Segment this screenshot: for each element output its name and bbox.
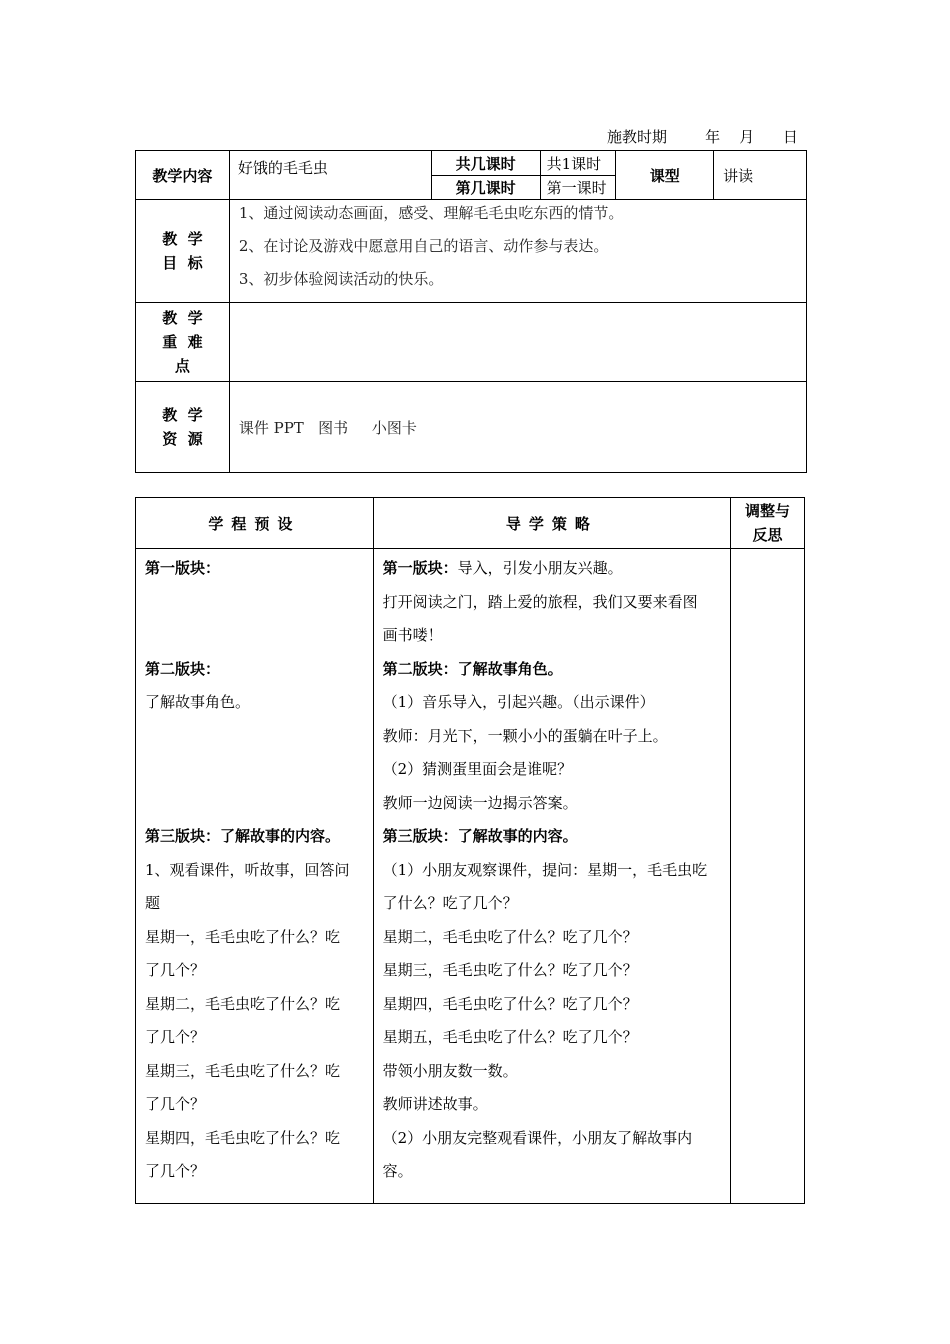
mid-block1: 第一版块：导入，引发小朋友兴趣。 (382, 559, 623, 577)
mid-block3-line: 星期五，毛毛虫吃了什么？吃了几个？ (382, 1028, 638, 1046)
plan-header-strategy: 导学策略 (373, 498, 730, 549)
current-period-value: 第一课时 (540, 176, 616, 200)
current-period-label: 第几课时 (431, 176, 540, 200)
teaching-plan-table (135, 497, 805, 1204)
lesson-type-label: 课型 (616, 151, 714, 200)
left-line: 题 (145, 894, 161, 912)
mid-block2-title: 第二版块：了解故事角色。 (382, 659, 563, 678)
left-line: 星期二，毛毛虫吃了什么？吃 (145, 994, 341, 1013)
mid-block3-line: 星期四，毛毛虫吃了什么？吃了几个？ (382, 994, 638, 1013)
mid-intro-line: 画书喽！ (382, 626, 443, 644)
mid-block3-line: 了什么？吃了几个？ (382, 894, 518, 912)
mid-block3-line: 容。 (382, 1162, 413, 1180)
plan-header-process: 学程预设 (136, 498, 374, 549)
focus-label: 教 学 重 难 点 (136, 303, 230, 382)
left-line: 了几个？ (145, 1028, 206, 1046)
left-line: 1、观看课件，听故事，回答问 (145, 860, 350, 879)
goal-item: 2、在讨论及游戏中愿意用自己的语言、动作参与表达。 (238, 237, 609, 255)
lesson-info-table (135, 150, 807, 473)
goal-item: 3、初步体验阅读活动的快乐。 (238, 270, 444, 288)
left-line: 星期三，毛毛虫吃了什么？吃 (145, 1061, 341, 1080)
mid-block3-line: （2）小朋友完整观看课件，小朋友了解故事内 (382, 1128, 693, 1147)
left-block2-title: 第二版块： (145, 659, 221, 678)
mid-block3-title: 第三版块：了解故事的内容。 (382, 827, 578, 845)
lesson-title: 好饿的毛毛虫 (229, 151, 431, 200)
left-block2-text: 了解故事角色。 (145, 693, 251, 711)
mid-block2-line: 教师一边阅读一边揭示答案。 (382, 793, 578, 812)
left-block3-title: 第三版块：了解故事的内容。 (145, 827, 341, 845)
left-line: 了几个？ (145, 1095, 206, 1113)
mid-intro-line: 打开阅读之门，踏上爱的旅程，我们又要来看图 (382, 592, 698, 611)
left-block1-title: 第一版块： (145, 559, 221, 577)
mid-block2-line: 教师：月光下，一颗小小的蛋躺在叶子上。 (382, 726, 668, 745)
lesson-type-value: 讲读 (714, 151, 807, 200)
mid-block3-line: 教师讲述故事。 (382, 1095, 488, 1113)
resources-content: 课件 PPT 图书 小图卡 (229, 382, 806, 473)
focus-content (229, 303, 806, 382)
plan-header-reflection: 调整与 反思 (731, 498, 805, 549)
mid-block3-line: （1）小朋友观察课件，提问：星期一，毛毛虫吃 (382, 860, 708, 879)
teaching-date-line: 施教时期 年 月 日 (607, 128, 798, 146)
mid-block2-line: （2）猜测蛋里面会是谁呢？ (382, 760, 573, 778)
left-line: 了几个？ (145, 961, 206, 979)
goals-label: 教 学 目 标 (136, 200, 230, 303)
plan-strategy-column (373, 549, 730, 1204)
mid-block3-line: 星期三，毛毛虫吃了什么？吃了几个？ (382, 961, 638, 979)
resources-label: 教 学 资 源 (136, 382, 230, 473)
content-label: 教学内容 (136, 151, 230, 200)
total-periods-value: 共1课时 (540, 151, 616, 176)
goal-item: 1、通过阅读动态画面，感受、理解毛毛虫吃东西的情节。 (238, 204, 624, 222)
plan-reflection-column (731, 549, 805, 1204)
plan-process-column (136, 549, 374, 1204)
total-periods-label: 共几课时 (431, 151, 540, 176)
mid-block3-line: 星期二，毛毛虫吃了什么？吃了几个？ (382, 927, 638, 946)
left-line: 星期一，毛毛虫吃了什么？吃 (145, 927, 341, 946)
goals-content (229, 200, 806, 303)
left-line: 星期四，毛毛虫吃了什么？吃 (145, 1128, 341, 1147)
mid-block3-line: 带领小朋友数一数。 (382, 1061, 518, 1080)
mid-block2-line: （1）音乐导入，引起兴趣。（出示课件） (382, 693, 655, 711)
left-line: 了几个？ (145, 1162, 206, 1180)
